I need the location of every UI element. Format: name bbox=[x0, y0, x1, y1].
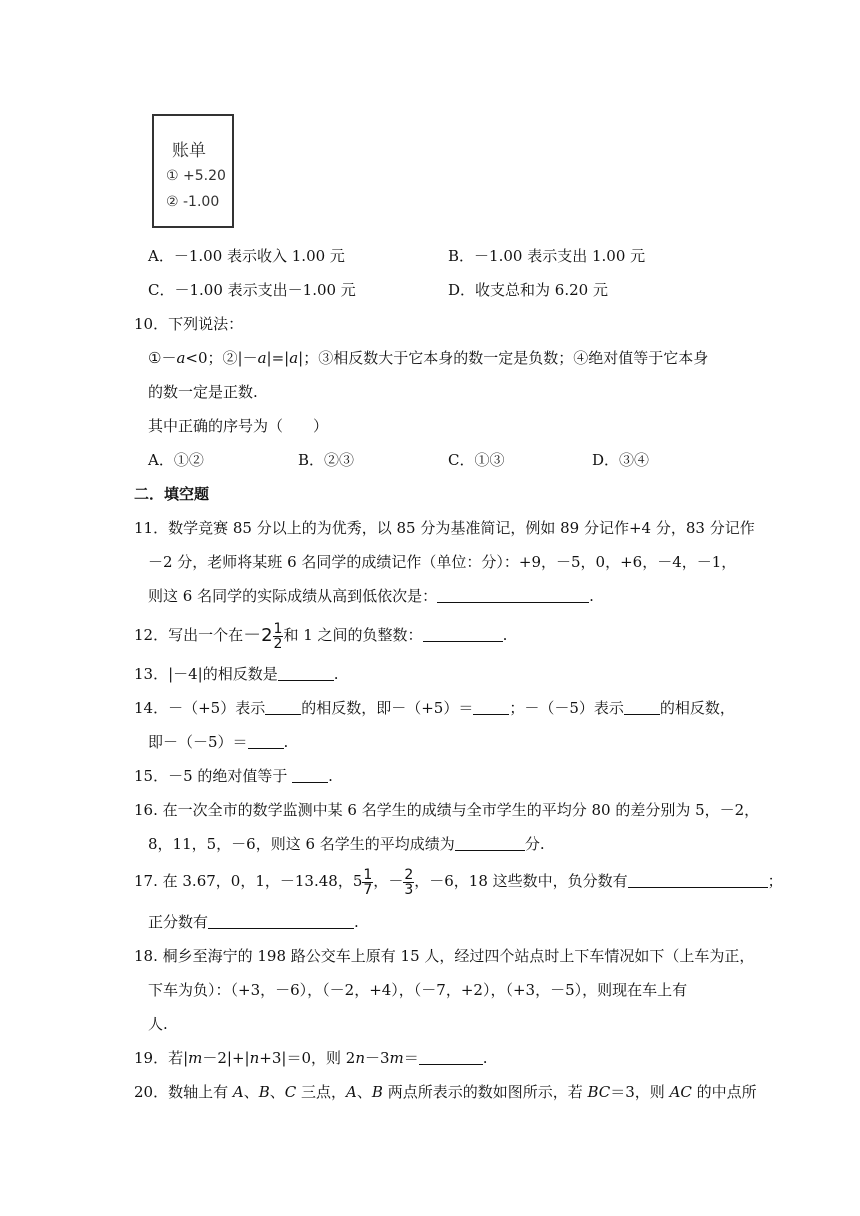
q14-line2: 即－（－5）＝ . bbox=[148, 733, 289, 751]
q13-line: 13．|－4|的相反数是 . bbox=[134, 665, 339, 683]
q10-statements-line1: ①－a<0；②|－a|=|a|；③相反数大于它本身的数一定是负数；④绝对值等于它本身 bbox=[148, 349, 709, 367]
q13-answer-blank[interactable] bbox=[278, 665, 334, 681]
q16-line1: 16. 在一次全市的数学监测中某 6 名学生的成绩与全市学生的平均分 80 的差分别为 5，－2， bbox=[134, 801, 760, 819]
q14-blank-4[interactable] bbox=[248, 733, 284, 749]
q14-blank-2[interactable] bbox=[473, 699, 509, 715]
q14-blank-1[interactable] bbox=[265, 699, 301, 715]
q20-line1: 20．数轴上有 A、B、C 三点，A、B 两点所表示的数如图所示，若 BC＝3，则 AC 的中点所 bbox=[134, 1083, 757, 1101]
bill-image bbox=[152, 114, 234, 228]
q12-fraction: $\frac{1}{2}$ bbox=[273, 620, 283, 652]
q12-answer-blank[interactable] bbox=[423, 626, 503, 642]
q11-line1: 11．数学竞赛 85 分以上的为优秀，以 85 分为基准简记，例如 89 分记作+4 分，83 分记作 bbox=[134, 519, 755, 537]
q17-fraction-1: $\frac{1}{7}$ bbox=[363, 866, 373, 898]
q15-answer-blank[interactable] bbox=[292, 767, 328, 783]
q10-option-c: C．①③ bbox=[448, 451, 505, 469]
q11-answer-blank[interactable] bbox=[437, 587, 589, 603]
q19-line: 19．若|m－2|+|n+3|＝0，则 2n－3m＝ . bbox=[134, 1049, 488, 1067]
q9-option-d: D．收支总和为 6.20 元 bbox=[448, 281, 608, 299]
q17-line2: 正分数有 . bbox=[148, 913, 359, 931]
q10-ask: 其中正确的序号为（ ） bbox=[148, 417, 329, 435]
bill-row-1: ① +5.20 bbox=[166, 168, 226, 184]
q17-fraction-2: $\frac{2}{3}$ bbox=[404, 866, 414, 898]
q14-blank-3[interactable] bbox=[624, 699, 660, 715]
q9-option-b: B．－1.00 表示支出 1.00 元 bbox=[448, 247, 646, 265]
q9-option-a: A．－1.00 表示收入 1.00 元 bbox=[148, 247, 345, 265]
q9-option-c: C．－1.00 表示支出－1.00 元 bbox=[148, 281, 356, 299]
q10-option-b: B．②③ bbox=[298, 451, 355, 469]
q17-blank-positive-fractions[interactable] bbox=[208, 913, 354, 929]
q14-line1: 14．－（+5）表示 的相反数，即－（+5）＝ ；－（－5）表示 的相反数， bbox=[134, 699, 735, 717]
bill-title: 账单 bbox=[172, 141, 206, 161]
section-heading: 二．填空题 bbox=[134, 485, 210, 503]
q16-answer-blank[interactable] bbox=[455, 835, 525, 851]
bill-row-2: ② -1.00 bbox=[166, 194, 220, 210]
q18-line1: 18. 桐乡至海宁的 198 路公交车上原有 15 人，经过四个站点时上下车情况如下（上车为正， bbox=[134, 947, 755, 965]
q12-line: 12．写出一个在－2 $\frac{1}{2}$ 和 1 之间的负整数： . bbox=[134, 620, 508, 652]
q10-statements-line2: 的数一定是正数. bbox=[148, 383, 258, 401]
q15-line: 15．－5 的绝对值等于 . bbox=[134, 767, 333, 785]
q11-line2: －2 分，老师将某班 6 名同学的成绩记作（单位：分）：+9，－5，0，+6，－4，－1， bbox=[148, 553, 737, 571]
q10-stem: 10．下列说法： bbox=[134, 315, 244, 333]
q19-answer-blank[interactable] bbox=[419, 1049, 483, 1065]
q16-line2: 8，11，5，－6，则这 6 名学生的平均成绩为 分. bbox=[148, 835, 545, 853]
q11-line3: 则这 6 名同学的实际成绩从高到低依次是： . bbox=[148, 587, 594, 605]
q17-line1: 17. 在 3.67，0，1，－13.48，5 $\frac{1}{7}$ ，－ $\frac{2}{3}$ ，－6，18 这些数中，负分数有 ； bbox=[134, 866, 783, 898]
q10-option-d: D．③④ bbox=[592, 451, 650, 469]
q17-blank-negative-fractions[interactable] bbox=[628, 872, 768, 888]
q18-line3: 人. bbox=[148, 1015, 168, 1033]
q18-line2: 下车为负）：（+3，－6），（－2，+4），（－7，+2），（+3，－5），则现在车上有 bbox=[148, 981, 688, 999]
q10-option-a: A．①② bbox=[148, 451, 204, 469]
